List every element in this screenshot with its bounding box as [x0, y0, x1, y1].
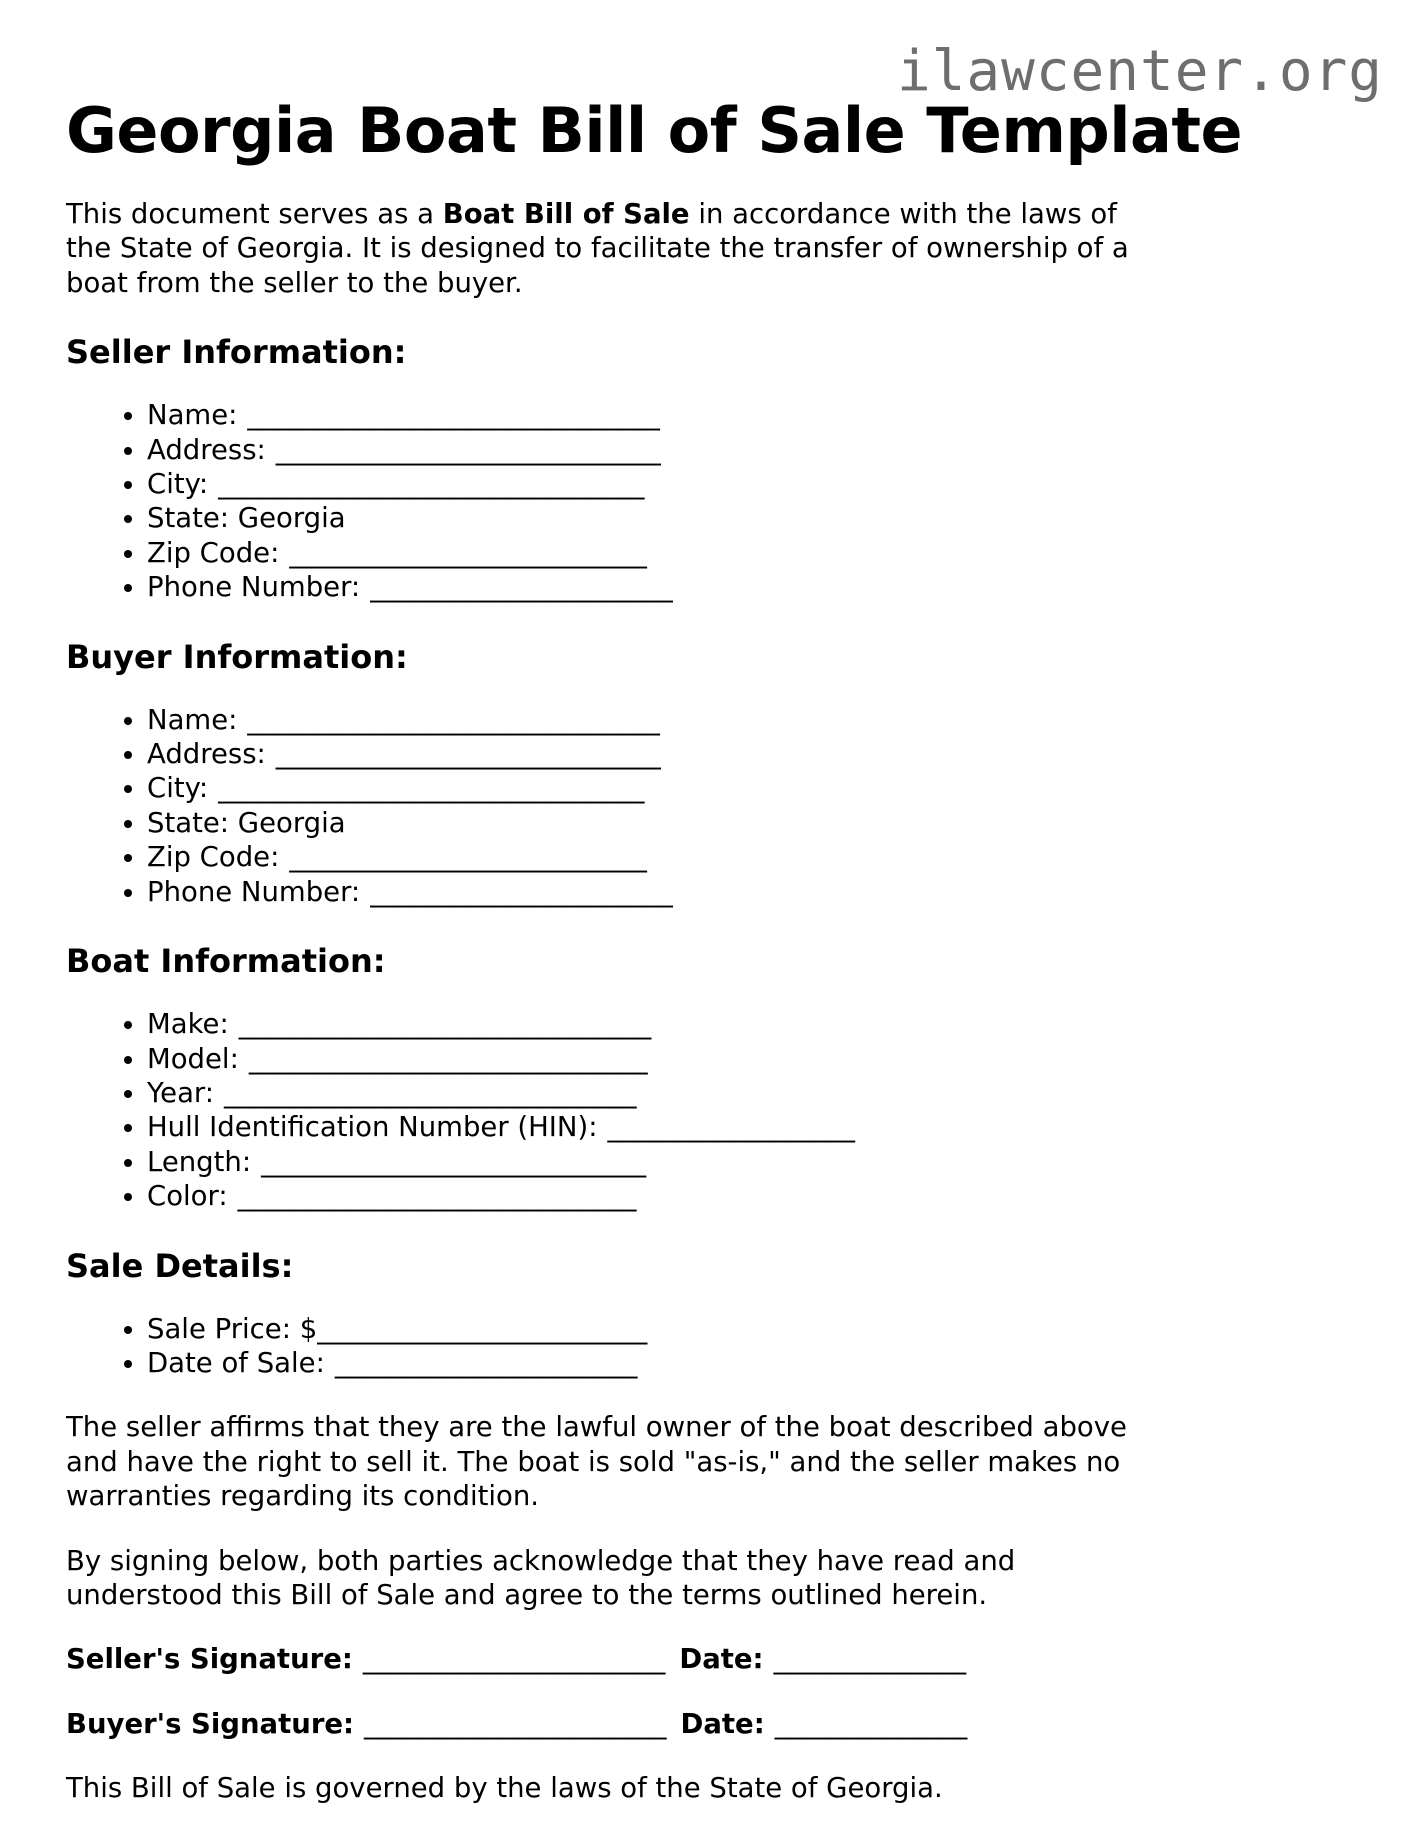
intro-paragraph [66, 197, 1158, 300]
field-label: Phone Number: [147, 875, 361, 908]
intro-text-pre: This document serves as a [66, 198, 443, 230]
date-label: Date: [680, 1707, 765, 1740]
boat-model-row [147, 1042, 1345, 1076]
buyer-signature-row [66, 1707, 1345, 1741]
sale-details-list [66, 1312, 1345, 1381]
form-blank-line: ____________________________ [261, 1145, 647, 1178]
affirmation-paragraph: The seller affirms that they are the lawful owner of the boat described above and have the right to sell it. The boat is sold "as-is," and the seller makes no warranties regarding its condition. [66, 1411, 1127, 1513]
buyer-state-row [147, 806, 1345, 840]
date-blank-line: ______________ [773, 1643, 967, 1676]
form-blank-line: _______________________________ [218, 772, 645, 805]
field-label: Date of Sale: [147, 1346, 325, 1379]
field-label: State: Georgia [147, 806, 346, 839]
buyer-signature-label: Buyer's Signature: [66, 1707, 355, 1740]
field-label: Hull Identification Number (HIN): [147, 1111, 598, 1144]
sale-price-row [147, 1312, 1345, 1346]
form-blank-line: _____________________________ [248, 1042, 648, 1075]
field-label: City: [147, 468, 209, 501]
intro-text-post: in accordance with the laws of the State of Georgia. It is designed to facilitate the transfer of ownership of a boat from the seller to the buyer. [66, 198, 1129, 299]
form-blank-line: ____________________________ [275, 433, 661, 466]
field-label: Year: [147, 1076, 215, 1109]
boat-information-list [66, 1007, 1345, 1213]
form-blank-line: ______________________________ [238, 1008, 652, 1041]
field-label: Name: [147, 399, 238, 432]
field-label: Name: [147, 703, 238, 736]
governing-law-paragraph: This Bill of Sale is governed by the laws of the State of Georgia. [66, 1772, 943, 1805]
buyer-zip-row [147, 840, 1345, 874]
field-label: Zip Code: [147, 841, 280, 874]
form-blank-line: ______________________________ [247, 703, 660, 736]
acknowledgment-paragraph: By signing below, both parties acknowledge that they have read and understood this Bill of Sale and agree to the terms outlined herein. [66, 1544, 1016, 1611]
buyer-information-heading: Buyer Information: [66, 637, 408, 676]
form-blank-line: ________________________ [317, 1312, 648, 1345]
intro-text-bold: Boat Bill of Sale [442, 198, 690, 230]
boat-year-row [147, 1076, 1345, 1110]
seller-address-row [147, 433, 1345, 467]
seller-signature-label: Seller's Signature: [66, 1643, 353, 1676]
boat-information-heading: Boat Information: [66, 942, 386, 981]
form-blank-line: ______________________________ [224, 1076, 637, 1109]
form-blank-line: ______________________________ [247, 399, 660, 432]
buyer-address-row [147, 737, 1345, 771]
buyer-phone-row [147, 875, 1345, 909]
form-blank-line: _______________________________ [218, 468, 645, 501]
buyer-name-row [147, 703, 1345, 737]
date-blank-line: ______________ [774, 1707, 968, 1740]
form-blank-line: __________________________ [289, 841, 647, 874]
field-label: Model: [147, 1042, 239, 1075]
form-blank-line: _____________________________ [237, 1180, 637, 1213]
date-of-sale-row [147, 1346, 1345, 1380]
seller-signature-row [66, 1642, 1345, 1676]
boat-length-row [147, 1145, 1345, 1179]
field-label: Sale Price: $ [147, 1312, 318, 1345]
boat-hin-row [147, 1110, 1345, 1144]
field-label: City: [147, 772, 209, 805]
signature-blank-line: ______________________ [364, 1707, 667, 1740]
field-label: Zip Code: [147, 536, 280, 569]
seller-information-heading: Seller Information: [66, 333, 407, 372]
seller-city-row [147, 467, 1345, 501]
field-label: State: Georgia [147, 502, 346, 535]
field-label: Address: [147, 738, 266, 771]
field-label: Color: [147, 1180, 228, 1213]
form-blank-line: ______________________ [370, 875, 673, 908]
seller-zip-row [147, 536, 1345, 570]
field-label: Phone Number: [147, 571, 361, 604]
field-label: Address: [147, 433, 266, 466]
buyer-information-list [66, 703, 1345, 909]
signature-blank-line: ______________________ [362, 1643, 666, 1676]
form-blank-line: __________________ [607, 1111, 855, 1144]
field-label: Length: [147, 1145, 252, 1178]
form-blank-line: ______________________ [334, 1346, 638, 1379]
form-blank-line: __________________________ [289, 536, 647, 569]
form-blank-line: ______________________ [370, 571, 673, 604]
field-label: Make: [147, 1008, 229, 1041]
boat-make-row [147, 1007, 1345, 1041]
site-logo: ilawcenter.org [896, 39, 1383, 104]
date-label: Date: [679, 1643, 764, 1676]
seller-phone-row [147, 570, 1345, 604]
seller-information-list [66, 398, 1345, 604]
boat-color-row [147, 1179, 1345, 1213]
buyer-city-row [147, 771, 1345, 805]
sale-details-heading: Sale Details: [66, 1246, 294, 1285]
seller-name-row [147, 398, 1345, 432]
form-blank-line: ____________________________ [275, 738, 661, 771]
seller-state-row [147, 501, 1345, 535]
page-title: Georgia Boat Bill of Sale Template [66, 94, 1243, 167]
